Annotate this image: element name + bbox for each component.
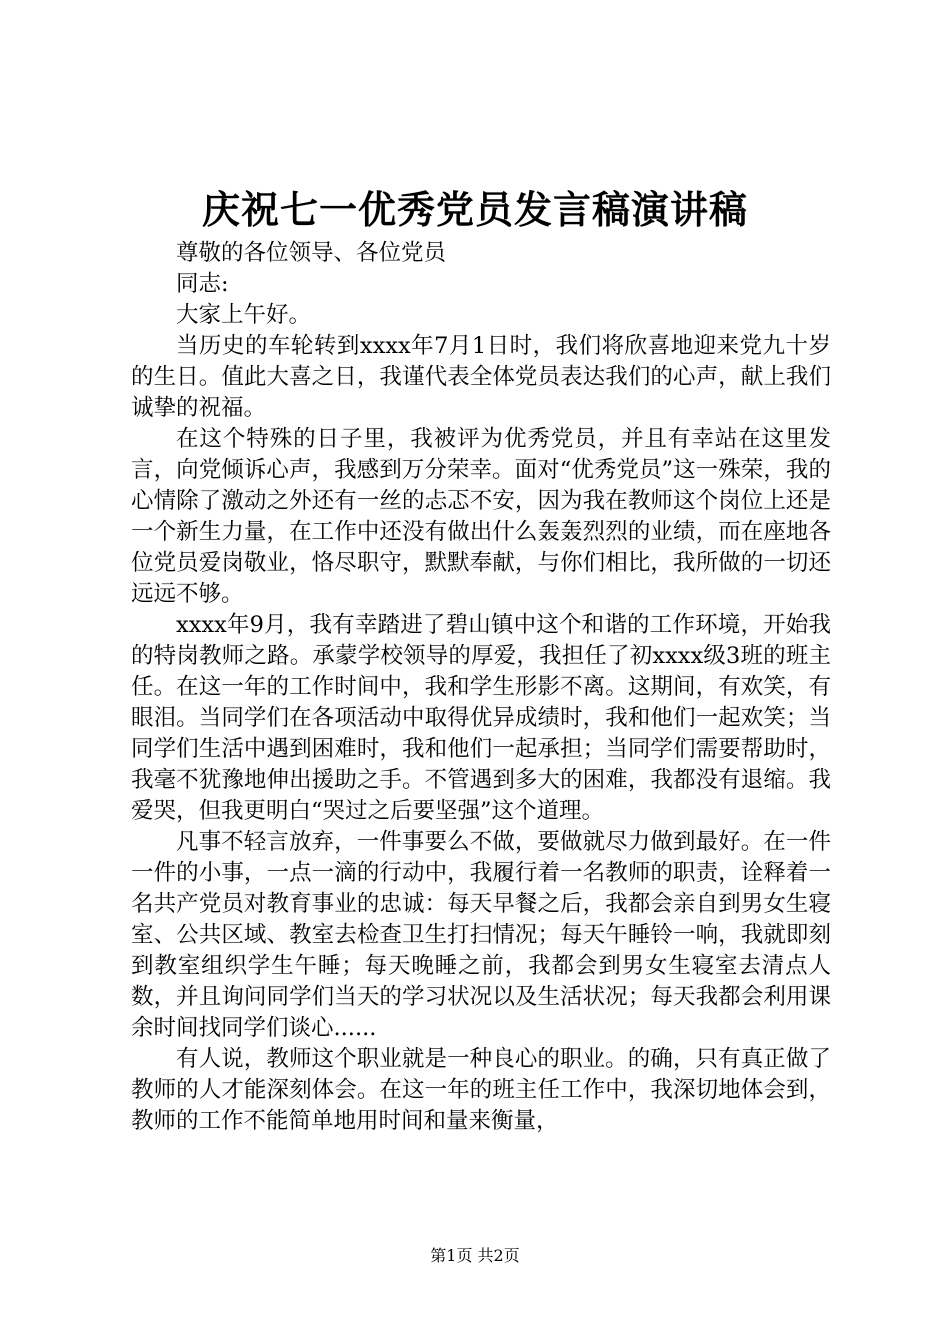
salutation-line: 同志:	[176, 271, 229, 297]
page-footer: 第1页 共2页	[430, 1246, 520, 1265]
body-paragraph: 在这个特殊的日子里，我被评为优秀党员，并且有幸站在这里发言，向党倾诉心声，我感到万分荣幸。面对“优秀党员”这一殊荣，我的心情除了激动之外还有一丝的忐忑不安，因为我在教师这个岗位上还是一个新生力量，在工作中还没有做出什么轰轰烈烈的业绩，而在座地各位党员爱岗敬业，恪尽职守，默默奉献，与你们相比，我所做的一切还远远不够。	[131, 426, 831, 607]
salutation-line: 尊敬的各位领导、各位党员	[176, 240, 447, 266]
document-title: 庆祝七一优秀党员发言稿演讲稿	[201, 187, 748, 232]
body-paragraph: 有人说，教师这个职业就是一种良心的职业。的确，只有真正做了教师的人才能深刻体会。在这一年的班主任工作中，我深切地体会到，教师的工作不能简单地用时间和量来衡量，	[131, 1046, 831, 1134]
document-body	[131, 238, 831, 1137]
greeting-paragraph: 大家上午好。	[176, 302, 312, 328]
body-paragraph: 凡事不轻言放弃，一件事要么不做，要做就尽力做到最好。在一件一件的小事，一点一滴的行动中，我履行着一名教师的职责，诠释着一名共产党员对教育事业的忠诚：每天早餐之后，我都会亲自到男女生寝室、公共区域、教室去检查卫生打扫情况；每天午睡铃一响，我就即刻到教室组织学生午睡；每天晚睡之前，我都会到男女生寝室去清点人数，并且询问同学们当天的学习状况以及生活状况；每天我都会利用课余时间找同学们谈心......	[131, 829, 831, 1041]
body-paragraph: 当历史的车轮转到xxxx年7月1日时，我们将欣喜地迎来党九十岁的生日。值此大喜之日，我谨代表全体党员表达我们的心声，献上我们诚挚的祝福。	[131, 333, 831, 421]
body-paragraph: xxxx年9月，我有幸踏进了碧山镇中这个和谐的工作环境，开始我的特岗教师之路。承蒙学校领导的厚爱，我担任了初xxxx级3班的班主任。在这一年的工作时间中，我和学生形影不离。这期间，有欢笑，有眼泪。当同学们在各项活动中取得优异成绩时，我和他们一起欢笑；当同学们生活中遇到困难时，我和他们一起承担；当同学们需要帮助时，我毫不犹豫地伸出援助之手。不管遇到多大的困难，我都没有退缩。我爱哭，但我更明白“哭过之后要坚强”这个道理。	[131, 612, 831, 824]
